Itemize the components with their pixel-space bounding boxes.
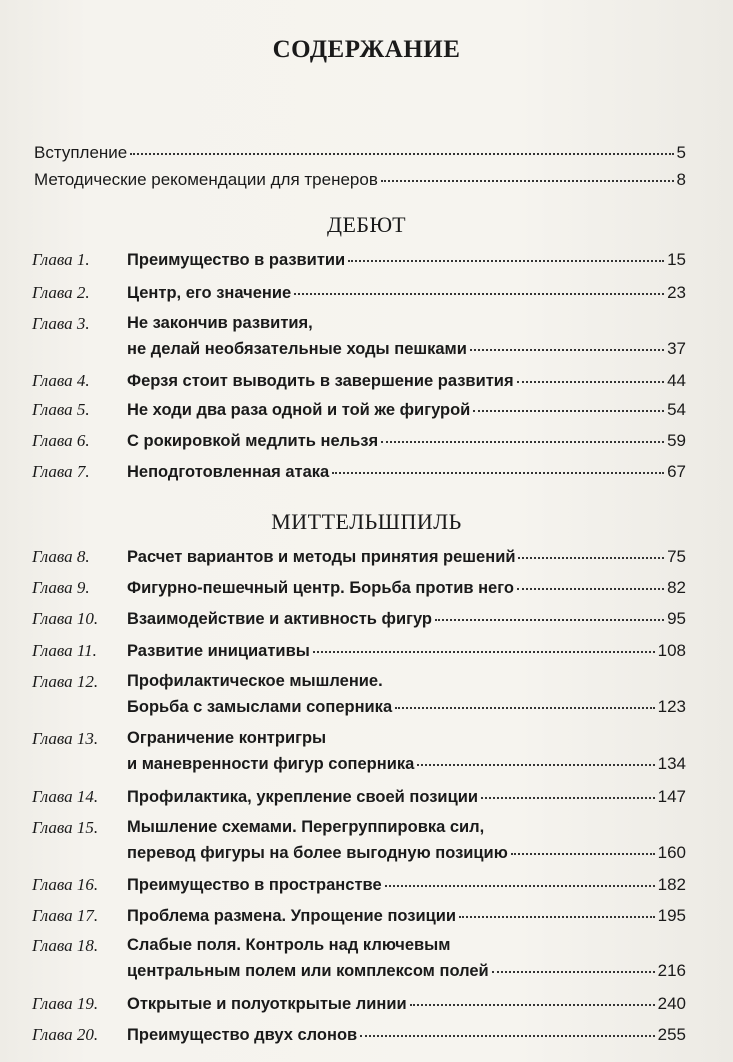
page-number: 5 [676,143,686,162]
chapter-title: Фигурно-пешечный центр. Борьба против него [127,579,514,597]
page-number: 240 [657,994,686,1013]
chapter-title-line1: Слабые поля. Контроль над ключевым [127,936,451,954]
page-number: 15 [667,250,686,269]
chapter-title: и маневренности фигур соперника [127,755,415,773]
chapter-title: Взаимодействие и активность фигур [127,610,433,628]
chapter-title-line1: Не закончив развития, [127,314,313,332]
intro-entry-recommendations [34,170,686,190]
chapter-label: Глава 9. [32,578,90,597]
dot-leader [395,707,655,709]
page-number: 59 [667,431,686,450]
dot-leader [492,971,655,973]
chapter-label: Глава 4. [32,371,90,390]
dot-leader [294,293,664,295]
chapter-label: Глава 5. [32,400,90,419]
dot-leader [517,588,664,590]
page-number: 255 [657,1025,686,1044]
chapter-title-line1: Профилактическое мышление. [127,672,383,690]
chapter-label: Глава 15. [32,818,99,837]
dot-leader [417,764,654,766]
dot-leader [313,651,655,653]
chapter-label: Глава 13. [32,729,99,748]
chapter-label: Глава 19. [32,994,99,1013]
page-number: 216 [657,961,686,980]
chapter-title: Расчет вариантов и методы принятия решений [127,548,516,566]
intro-entry-intro [34,143,686,163]
page-number: 134 [657,754,686,773]
chapter-label: Глава 1. [32,250,90,269]
chapter-title: Преимущество в развитии [127,251,346,269]
chapter-title: не делай необязательные ходы пешками [127,340,467,358]
chapter-label: Глава 16. [32,875,99,894]
dot-leader [381,441,664,443]
dot-leader [410,1004,655,1006]
chapter-label: Глава 2. [32,283,90,302]
page-number: 182 [657,875,686,894]
page-number: 8 [676,170,686,189]
section-heading-debut: ДЕБЮТ [326,212,407,237]
dot-leader [481,797,655,799]
page-number: 75 [667,547,686,566]
chapter-title: Преимущество двух слонов [127,1026,358,1044]
chapter-title: Не ходи два раза одной и той же фигурой [127,401,471,419]
dot-leader [385,885,655,887]
chapter-title: Профилактика, укрепление своей позиции [127,788,478,806]
page-number: 23 [667,283,686,302]
page-title: СОДЕРЖАНИЕ [272,36,461,63]
dot-leader [473,410,664,412]
page-number: 82 [667,578,686,597]
chapter-label: Глава 8. [32,547,90,566]
page-number: 195 [657,906,686,925]
page-number: 44 [667,371,686,390]
page-number: 95 [667,609,686,628]
chapter-label: Глава 7. [32,462,90,481]
page-number: 54 [667,400,686,419]
chapter-label: Глава 3. [32,314,90,333]
chapter-title-line1: Ограничение контригры [127,729,327,747]
chapter-label: Глава 12. [32,672,99,691]
dot-leader [470,349,664,351]
dot-leader [435,619,664,621]
chapter-title: Преимущество в пространстве [127,876,382,894]
chapter-title: Центр, его значение [127,284,292,302]
page-number: 123 [657,697,686,716]
chapter-title: перевод фигуры на более выгодную позицию [127,844,508,862]
dot-leader [518,557,664,559]
chapter-title: центральным полем или комплексом полей [127,962,489,980]
section-heading-middlegame: МИТТЕЛЬШПИЛЬ [271,509,462,534]
chapter-title: Развитие инициативы [127,642,310,660]
dot-leader [130,153,673,155]
chapter-title: Проблема размена. Упрощение позиции [127,907,457,925]
chapter-label: Глава 20. [32,1025,99,1044]
page-number: 67 [667,462,686,481]
chapter-label: Глава 10. [32,609,99,628]
chapter-label: Глава 6. [32,431,90,450]
chapter-label: Глава 14. [32,787,99,806]
dot-leader [348,260,664,262]
page-number: 147 [657,787,686,806]
chapter-label: Глава 17. [32,906,99,925]
chapter-title: Ферзя стоит выводить в завершение развития [127,372,514,390]
chapter-label: Глава 18. [32,936,99,955]
page-number: 108 [657,641,686,660]
dot-leader [459,916,655,918]
chapter-label: Глава 11. [32,641,97,660]
intro-entry-title: Методические рекомендации для тренеров [34,170,378,189]
page-number: 160 [657,843,686,862]
chapter-title: Борьба с замыслами соперника [127,698,393,716]
intro-entry-title: Вступление [34,143,128,162]
dot-leader [360,1035,654,1037]
dot-leader [332,472,664,474]
chapter-title-line1: Мышление схемами. Перегруппировка сил, [127,818,485,836]
dot-leader [517,381,665,383]
dot-leader [381,180,674,182]
chapter-title: Открытые и полуоткрытые линии [127,995,407,1013]
chapter-title: Неподготовленная атака [127,463,330,481]
chapter-title: С рокировкой медлить нельзя [127,432,379,450]
page-number: 37 [667,339,686,358]
dot-leader [511,853,655,855]
